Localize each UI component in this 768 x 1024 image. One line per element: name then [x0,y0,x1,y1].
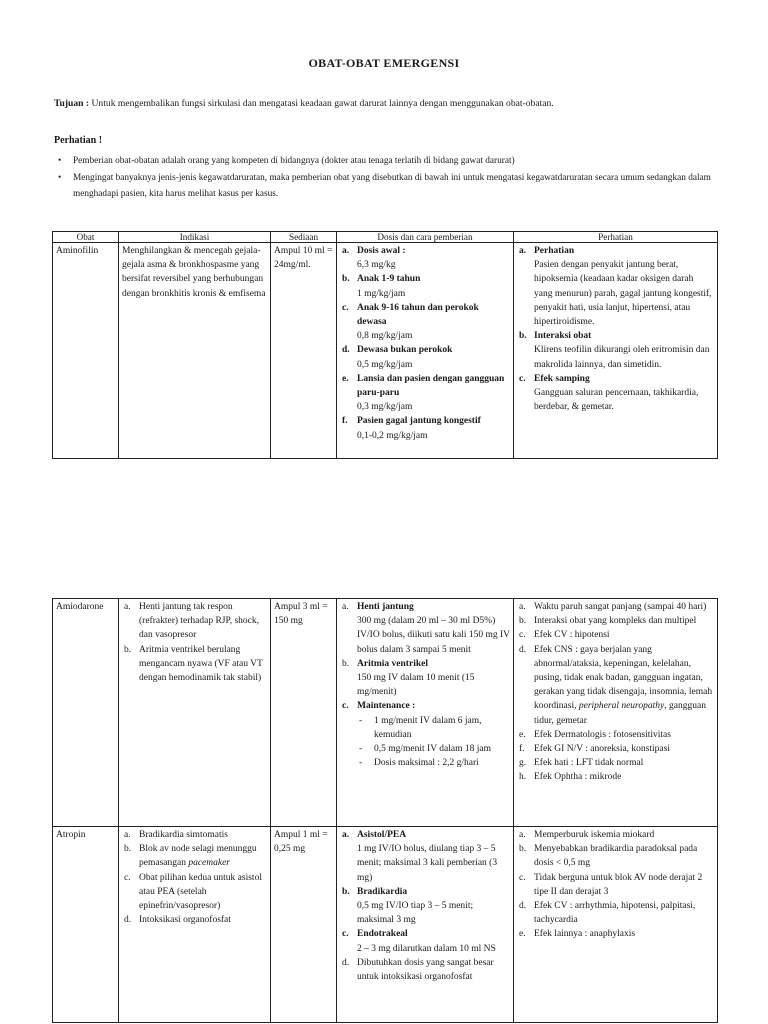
perhatian-cell [514,827,718,1023]
attention-bullet: • Mengingat banyaknya jenis-jenis kegawatdaruratan, maka pemberian obat yang disebutkan di bawah ini untuk mengatasi kegawatdaruratan secara umum sedangkan dalam menghadapi pasien, kita harus melihat kasus per kasus. [54,170,730,203]
perhatian-item: a. Memperburuk iskemia miokard [519,830,655,840]
purpose-label: Tujuan : [54,98,90,109]
dosis-item: c. Endotrakeal 2 – 3 mg dilarutkan dalam 10 ml NS [342,929,496,954]
purpose-paragraph [54,97,734,110]
perhatian-item: a. Perhatian Pasien dengan penyakit jantung berat, hipoksemia (keadaan kadar oksigen darah yang menurun) parah, gagal jantung kongestif, penyakit hati, usia lanjut, hipertensi, atau hipertiroidisme. [519,246,712,328]
drug-name: Atropin [53,827,119,1023]
dosis-item: c. Maintenance : - 1 mg/menit IV dalam 6 jam, kemudian - 0,5 mg/menit IV dalam 18 jam - Dosis maksimal : 2,2 g/hari [340,699,510,770]
perhatian-item: c. Efek CV : hipotensi [519,630,610,641]
perhatian-item: b. Interaksi obat yang kompleks dan multipel [519,616,697,627]
perhatian-cell [514,243,718,459]
maintenance-item: - 1 mg/menit IV dalam 6 jam, kemudian [357,714,510,742]
attention-list [54,153,730,203]
indikasi-item: d. Intoksikasi organofosfat [124,915,231,926]
sediaan-cell: Ampul 1 ml = 0,25 mg [271,827,337,1023]
header-sediaan: Sediaan [271,232,337,243]
table-row-atropin [53,827,718,1023]
perhatian-item: b. Menyebabkan bradikardia paradoksal pada dosis < 0,5 mg [519,844,698,869]
dosis-item: b. Anak 1-9 tahun 1 mg/kg/jam [342,274,421,299]
indikasi-item: a. Henti jantung tak respon (refrakter) terhadap RJP, shock, dan vasopresor [124,602,260,641]
dosis-item: d. Dibutuhkan dosis yang sangat besar untuk intoksikasi organofosfat [342,957,494,983]
indikasi-cell: Menghilangkan & mencegah gejala-gejala asma & bronkhospasme yang bersifat reversibel yang berhubungan dengan bronkhitis kronis & emfisema [119,243,271,459]
perhatian-item: e. Efek Dermatologis : fotosensitivitas [519,729,671,740]
attention-bullet: • Pemberian obat-obatan adalah orang yang kompeten di bidangnya (dokter atau tenaga terlatih di bidang gawat darurat) [54,153,730,170]
indikasi-item: c. Obat pilihan kedua untuk asistol atau PEA (setelah epinefrin/vasopresor) [124,872,262,912]
perhatian-item: b. Interaksi obat Klirens teofilin dikurangi oleh eritromisin dan makrolida lainnya, dan simetidin. [519,331,710,370]
dosis-item: b. Bradikardia 0,5 mg IV/IO tiap 3 – 5 menit; maksimal 3 mg [342,886,474,926]
perhatian-item: c. Efek samping Gangguan saluran pencernaan, takhikardia, berdebar, & gemetar. [519,373,699,413]
dosis-item: b. Aritmia ventrikel 150 mg IV dalam 10 menit (15 mg/menit) [342,658,475,698]
dosis-item: a. Asistol/PEA 1 mg IV/IO bolus, diulang tiap 3 – 5 menit; maksimal 3 kali pemberian (3 mg) [342,830,498,883]
page-title: OBAT-OBAT EMERGENSI [308,56,460,70]
perhatian-item: g. Efek hati : LFT tidak normal [519,758,644,769]
drug-table-part-1 [52,231,718,459]
perhatian-cell [514,599,718,827]
maintenance-item: - 0,5 mg/menit IV dalam 18 jam [357,742,510,756]
sediaan-cell: Ampul 3 ml = 150 mg [271,599,337,827]
purpose-text: Untuk mengembalikan fungsi sirkulasi dan mengatasi keadaan gawat darurat lainnya dengan menggunakan obat-obatan. [89,98,554,109]
perhatian-item: f. Efek GI N/V : anoreksia, konstipasi [519,744,670,755]
header-obat: Obat [53,232,119,243]
header-indikasi: Indikasi [119,232,271,243]
dosis-item: a. Dosis awal : 6,3 mg/kg [342,246,406,271]
dosis-cell [337,243,514,459]
maintenance-item: - Dosis maksimal : 2,2 g/hari [357,756,510,770]
indikasi-item: a. Bradikardia simtomatis [124,830,228,840]
drug-name: Amiodarone [53,599,119,827]
perhatian-item: d. Efek CV : arrhythmia, hipotensi, palpitasi, tachycardia [519,901,696,926]
table-header-row [53,232,718,243]
dosis-cell [337,827,514,1023]
drug-name: Aminofilin [53,243,119,459]
perhatian-item: e. Efek lainnya : anaphylaxis [519,929,636,940]
indikasi-cell [119,599,271,827]
dosis-item: e. Lansia dan pasien dengan gangguan paru-paru 0,3 mg/kg/jam [342,373,505,413]
perhatian-item: h. Efek Ophtha : mikrode [519,772,622,783]
dosis-item: f. Pasien gagal jantung kongestif 0,1-0,2 mg/kg/jam [342,416,481,441]
header-perhatian: Perhatian [514,232,718,243]
indikasi-item: b. Aritmia ventrikel berulang mengancam nyawa (VF atau VT dengan hemodinamik tak stabil) [124,644,263,684]
dosis-item: c. Anak 9-16 tahun dan perokok dewasa 0,8 mg/kg/jam [342,302,479,342]
dosis-cell [337,599,514,827]
dosis-item: a. Henti jantung 300 mg (dalam 20 ml – 30 ml D5%) IV/IO bolus, diikuti satu kali 150 mg IV bolus dalam 3 sampai 5 menit [342,602,510,655]
header-dosis: Dosis dan cara pemberian [337,232,514,243]
sediaan-cell: Ampul 10 ml = 24mg/ml. [271,243,337,459]
indikasi-item: b. Blok av node selagi menunggu pemasangan pacemaker [124,844,257,869]
drug-table-part-2 [52,598,718,1023]
table-row-amiodarone [53,599,718,827]
perhatian-item: d. Efek CNS : gaya berjalan yang abnormal/ataksia, kepeningan, kelelahan, pusing, tidak enak badan, gangguan ingatan, gerakan yang tidak disengaja, insomnia, lemah koordinasi, peripheral neuropathy, gangguan tidur, gemetar [519,644,713,726]
perhatian-item: a. Waktu paruh sangat panjang (sampai 40 hari) [519,602,707,612]
perhatian-item: c. Tidak berguna untuk blok AV node derajat 2 tipe II dan derajat 3 [519,872,703,897]
indikasi-cell [119,827,271,1023]
dosis-item: d. Dewasa bukan perokok 0,5 mg/kg/jam [342,345,453,370]
table-row-aminofilin [53,243,718,459]
attention-heading: Perhatian ! [54,135,103,146]
